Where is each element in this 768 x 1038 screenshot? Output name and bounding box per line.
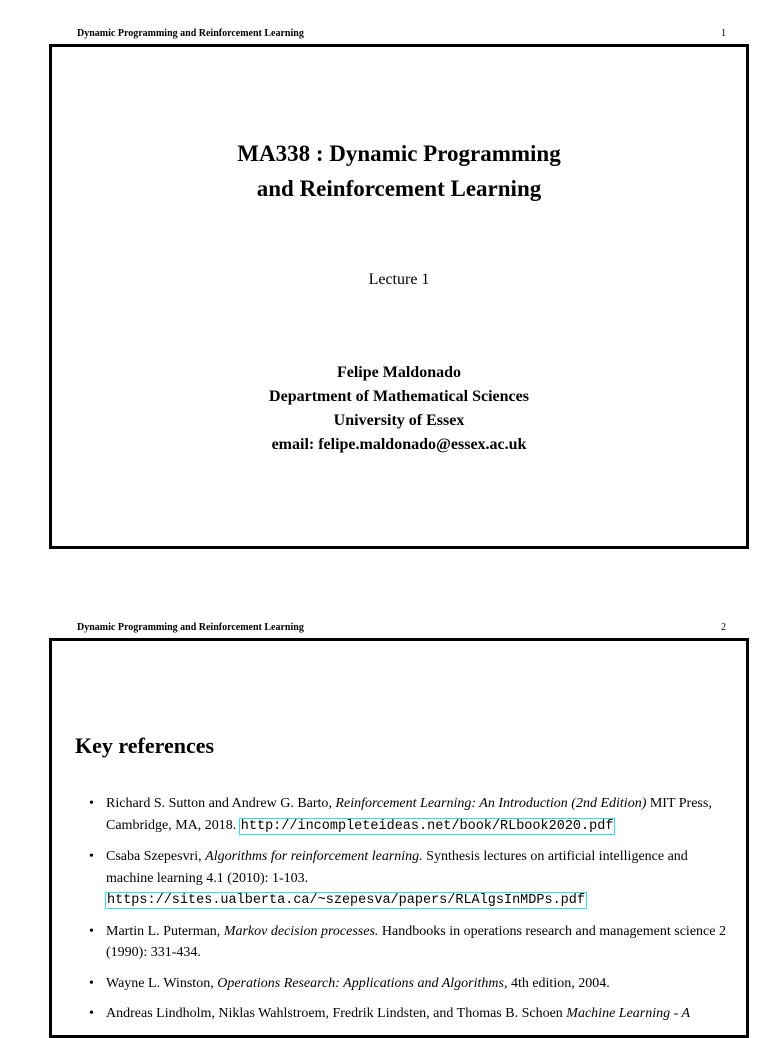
lecture-label: Lecture 1 [368,271,430,288]
reference-authors: Csaba Szepesvri, [106,849,206,864]
reference-details: MIT Press, Cambridge, MA, 2018. [106,796,712,833]
author-university: University of Essex [333,412,465,429]
bullet-icon: • [89,796,94,811]
page-number: 2 [721,622,726,633]
reference-item [85,921,735,964]
author-block [52,361,746,457]
reference-item [85,846,735,912]
author-department: Department of Mathematical Sciences [269,388,529,405]
bullet-icon: • [89,1006,94,1021]
reference-authors: Richard S. Sutton and Andrew G. Barto, [106,796,336,811]
reference-details: Synthesis lectures on artificial intelligence and machine learning 4.1 (2010): 1-103. [106,849,688,886]
reference-title: Machine Learning - A [566,1006,691,1021]
reference-title: Operations Research: Applications and Algorithms [217,975,504,991]
reference-details: Handbooks in operations research and management science 2 (1990): 331-434. [106,923,726,960]
header-title: Dynamic Programming and Reinforcement Learning [77,28,304,39]
reference-authors: Martin L. Puterman, [106,923,224,939]
reference-item [85,793,735,837]
author-email[interactable]: email: felipe.maldonado@essex.ac.uk [271,436,527,453]
reference-list [85,793,735,1034]
reference-authors: Andreas Lindholm, Niklas Wahlstroem, Fredrik Lindsten, and Thomas B. Schoen [106,1006,567,1021]
section-heading: Key references [75,733,215,758]
reference-link[interactable]: http://incompleteideas.net/book/RLbook2020.pdf [240,818,614,834]
title-slide [49,44,749,549]
reference-details: , 4th edition, 2004. [503,975,610,991]
header-title: Dynamic Programming and Reinforcement Learning [77,622,304,633]
reference-title: Reinforcement Learning: An Introduction (2nd Edition) [335,796,647,811]
course-title-line-1: MA338 : Dynamic Programming [237,141,561,166]
reference-item [85,973,735,995]
reference-item [85,1003,735,1025]
reference-title: Algorithms for reinforcement learning. [205,849,423,864]
reference-link[interactable]: https://sites.ualberta.ca/~szepesva/papers/RLAlgsInMDPs.pdf [107,893,585,908]
bullet-icon: • [89,849,94,864]
bullet-icon: • [89,975,94,991]
page-number: 1 [721,28,726,39]
bullet-icon: • [89,923,94,939]
course-title [52,136,746,206]
course-title-line-2: and Reinforcement Learning [256,176,542,201]
references-slide [49,638,749,1038]
reference-authors: Wayne L. Winston, [106,975,218,991]
reference-title: Markov decision processes. [223,923,379,939]
author-name: Felipe Maldonado [336,364,461,381]
